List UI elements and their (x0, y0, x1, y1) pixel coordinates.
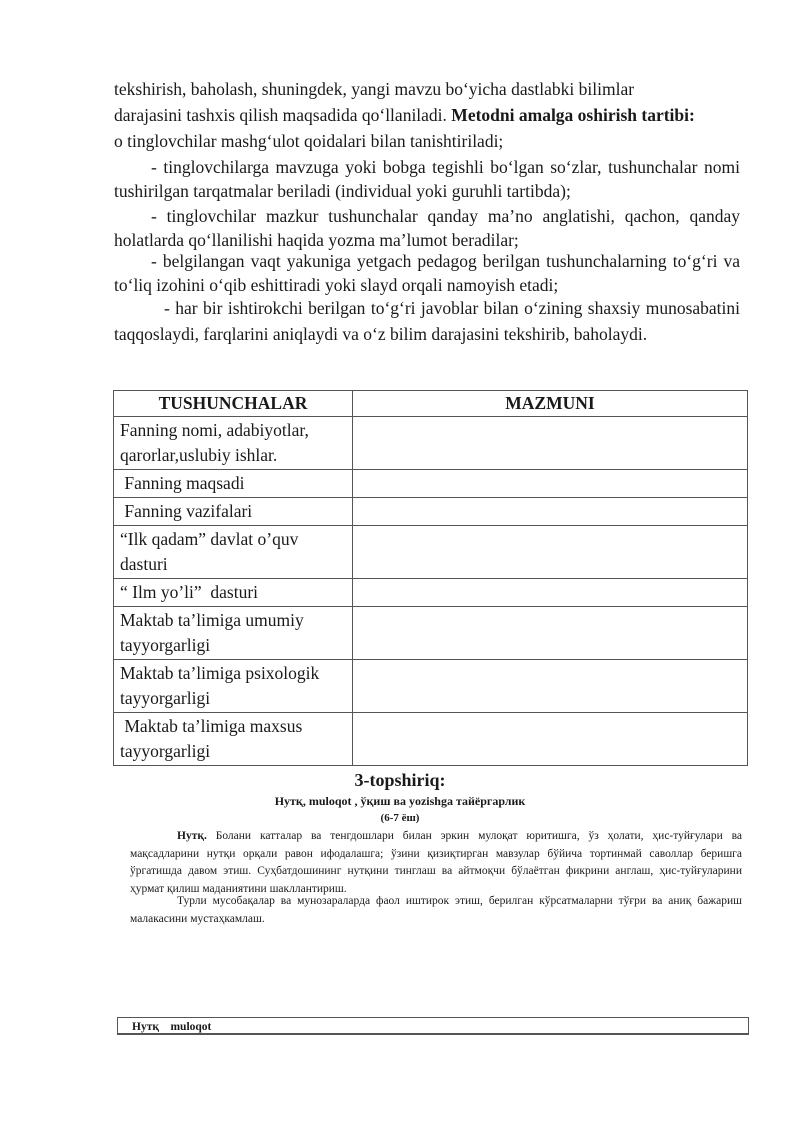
content-cell (353, 607, 748, 660)
concept-cell: “ Ilm yo’li” dasturi (114, 579, 353, 607)
content-cell (353, 713, 748, 766)
content-cell (353, 417, 748, 470)
table-row (114, 498, 748, 526)
content-cell (353, 498, 748, 526)
header-content: MAZMUNI (353, 391, 748, 417)
table-row (114, 417, 748, 470)
speech-paragraph (130, 828, 742, 898)
concept-cell: Fanning maqsadi (114, 470, 353, 498)
table-row (114, 660, 748, 713)
table-header-row (114, 391, 748, 417)
content-cell (353, 579, 748, 607)
speech-text: Болани катталар ва тенгдошлари билан эркин мулоқат юритишга, ўз ҳолати, ҳис-туйғулари ва мақсадларини нутқи орқали равон ифодалашга; ўзини қизиқтирган мавзулар бўйича тортинмай саволлар беришга ўргатишда давом этиш. Суҳбатдошининг нутқини тинглаш ва айтмоқчи бўлаётган фикрини англаш, ҳис-туйғуларини ҳурмат қилиш маданиятини шакллантириш. (130, 830, 742, 895)
header-concepts: TUSHUNCHALAR (114, 391, 353, 417)
method-heading: Metodni amalga oshirish tartibi: (451, 105, 695, 125)
concept-cell: “Ilk qadam” davlat o’quv dasturi (114, 526, 353, 579)
concept-cell: Fanning vazifalari (114, 498, 353, 526)
step-3: - belgilangan vaqt yakuniga yetgach pedagog berilgan tushunchalarning to‘g‘ri va to‘liq izohini o‘qib eshittiradi yoki slayd orqali namoyish etadi; (114, 251, 740, 295)
step-4: - har bir ishtirokchi berilgan to‘g‘ri javoblar bilan o‘zining shaxsiy munosabatini taqqoslaydi, farqlarini aniqlaydi va o‘z bilim darajasini tekshirib, baholaydi. (114, 298, 740, 344)
task-title: 3-topshiriq: (354, 770, 446, 790)
content-cell (353, 526, 748, 579)
concept-cell: Maktab ta’limiga umumiy tayyorgarligi (114, 607, 353, 660)
content-cell (353, 660, 748, 713)
concept-cell: Maktab ta’limiga maxsus tayyorgarligi (114, 713, 353, 766)
task-subtitle: Нутқ, muloqot , ўқиш ва yozishga тайёргарлик (274, 794, 526, 808)
bottom-table-header (117, 1017, 749, 1035)
intro-line-1: tekshirish, baholash, shuningdek, yangi mavzu bo‘yicha dastlabki bilimlar (114, 79, 635, 99)
content-cell (353, 470, 748, 498)
table-row (114, 579, 748, 607)
concept-cell: Maktab ta’limiga psixologik tayyorgarligi (114, 660, 353, 713)
intro-line-2 (114, 103, 695, 127)
table-row (114, 607, 748, 660)
concept-cell: Fanning nomi, adabiyotlar, qarorlar,uslubiy ishlar. (114, 417, 353, 470)
table-row (114, 713, 748, 766)
step-2: - tinglovchilar mazkur tushunchalar qanday ma’no anglatishi, qachon, qanday holatlarda qo‘llanilishi haqida yozma ma’lumot beradilar; (114, 206, 740, 250)
competition-paragraph: Турли мусобақалар ва мунозараларда фаол иштирок этиш, берилган кўрсатмаларни тўғри ва аниқ бажариш малакасини мустаҳкамлаш. (130, 895, 742, 925)
concepts-table (113, 390, 748, 766)
intro-line-3: o tinglovchilar mashg‘ulot qoidalari bilan tanishtiriladi; (114, 131, 504, 151)
task-age-range: (6-7 ёш) (380, 812, 420, 824)
speech-label: Нутқ. (177, 830, 207, 842)
intro-line-2-text: darajasini tashxis qilish maqsadida qo‘llaniladi. (114, 105, 452, 125)
table-row (114, 526, 748, 579)
step-1: - tinglovchilarga mavzuga yoki bobga tegishli bo‘lgan so‘zlar, tushunchalar nomi tushirilgan tarqatmalar beriladi (individual yoki guruhli tartibda); (114, 157, 740, 201)
table-row (114, 470, 748, 498)
bottom-table-label: Нутқ muloqot (132, 1021, 212, 1033)
